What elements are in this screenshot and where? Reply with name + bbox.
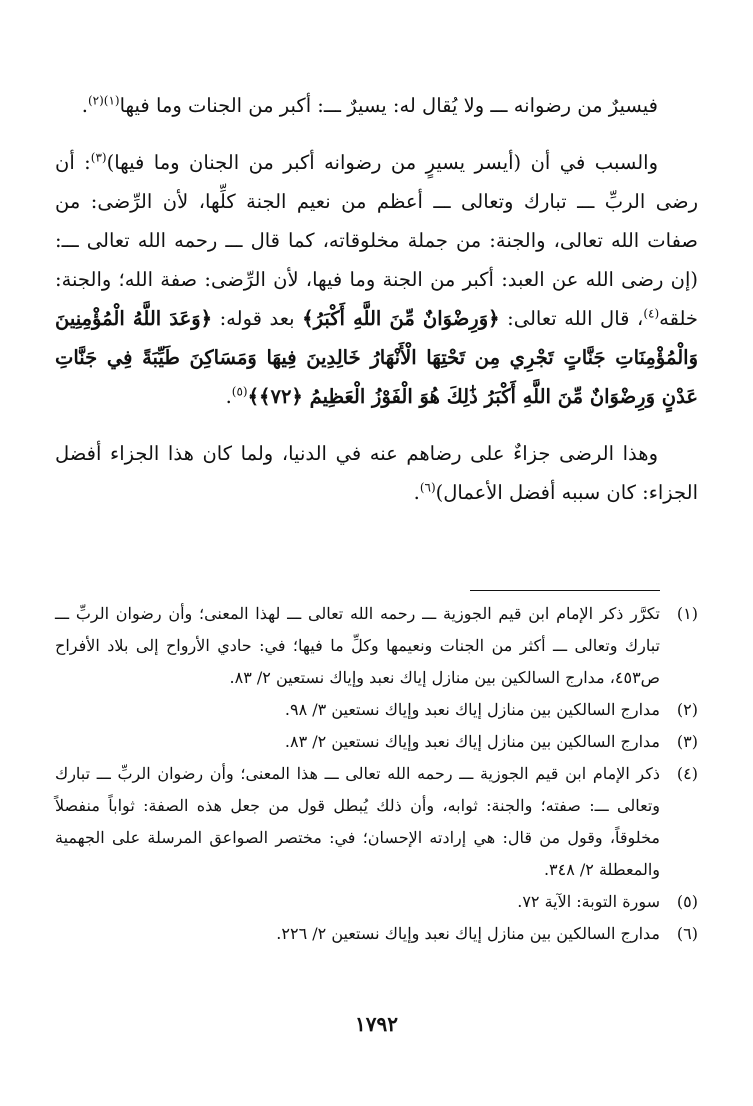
footnote-ref: (٤): [643, 306, 660, 321]
text-segment: والسبب في أن (أيسر يسيرٍ من رضوانه أكبر من الجنان وما فيها): [106, 151, 658, 174]
footnote-number: (٥): [676, 892, 698, 911]
text-segment: بعد قوله:: [212, 307, 303, 330]
footnote-separator: [470, 590, 660, 591]
footnote-item: [55, 758, 698, 886]
text-segment: ، قال الله تعالى:: [499, 307, 644, 330]
quran-verse: ﴿وَعَدَ اللَّهُ الْمُؤْمِنِينَ وَالْمُؤْمِنَاتِ جَنَّاتٍ تَجْرِي مِن تَحْتِهَا الْأَنْهَارُ خَالِدِينَ فِيهَا وَمَسَاكِنَ طَيِّبَةً فِي جَنَّاتِ عَدْنٍ وَرِضْوَانٌ مِّنَ اللَّهِ أَكْبَرُ ذَٰلِكَ هُوَ الْفَوْزُ الْعَظِيمُ ﴿٧٢﴾﴾: [55, 307, 698, 408]
footnote-text: ذكر الإمام ابن قيم الجوزية ـــ رحمه الله تعالى ـــ هذا المعنى؛ وأن رضوان الربِّ ـــ تبارك وتعالى ـــ: صفته؛ والجنة: ثوابه، وأن ذلك يُبطل قول من جعل هذه الصفة: ثواباً منفصلاً مخلوقاً، وقول من قال: هي إرادته الإحسان؛ في: مختصر الصواعق المرسلة على الجهمية والمعطلة ٢/ ٣٤٨.: [55, 764, 660, 879]
footnote-text: مدارج السالكين بين منازل إياك نعبد وإياك نستعين ٢/ ٢٢٦.: [276, 924, 660, 943]
footnote-ref: (٢): [87, 93, 104, 108]
footnote-ref: (٦): [419, 480, 436, 495]
text-segment: : أن رضى الربِّ ـــ تبارك وتعالى ـــ أعظم من نعيم الجنة كلِّها، لأن الرِّضى: من صفات الله تعالى، والجنة: من جملة مخلوقاته، كما قال ـــ رحمه الله تعالى ـــ: (إن رضى الله عن العبد: أكبر من الجنة وما فيها، لأن الرِّضى: صفة الله؛ والجنة: خلقه: [55, 151, 698, 330]
footnote-text: سورة التوبة: الآية ٧٢.: [517, 892, 660, 911]
footnote-item: [55, 726, 698, 758]
footnote-item: [55, 886, 698, 918]
footnote-number: (١): [676, 604, 698, 623]
footnote-item: [55, 598, 698, 694]
footnote-ref: (١): [103, 93, 120, 108]
footnote-number: (٢): [676, 700, 698, 719]
text-segment: وهذا الرضى جزاءٌ على رضاهم عنه في الدنيا، ولما كان هذا الجزاء أفضل الجزاء: كان سببه أفضل الأعمال): [55, 442, 698, 504]
footnote-ref: (٥): [231, 384, 248, 399]
footnote-item: [55, 918, 698, 950]
text-segment: .: [413, 481, 420, 504]
body-paragraph: [55, 86, 698, 125]
footnote-text: مدارج السالكين بين منازل إياك نعبد وإياك نستعين ٢/ ٨٣.: [284, 732, 660, 751]
footnote-number: (٦): [676, 924, 698, 943]
footnotes: [55, 598, 698, 950]
text-segment: فيسيرٌ من رضوانه ـــ ولا يُقال له: يسيرٌ ـــ: أكبر من الجنات وما فيها: [119, 94, 658, 117]
main-text: [55, 86, 698, 512]
text-segment: .: [81, 94, 88, 117]
body-paragraph: [55, 143, 698, 416]
footnote-text: تكرَّر ذكر الإمام ابن قيم الجوزية ـــ رحمه الله تعالى ـــ لهذا المعنى؛ وأن رضوان الربِّ ـــ تبارك وتعالى ـــ أكثر من الجنات ونعيمها وكلِّ ما فيها؛ في: حادي الأرواح إلى بلاد الأفراح ص٤٥٣، مدارج السالكين بين منازل إياك نعبد وإياك نستعين ٢/ ٨٣.: [55, 604, 661, 687]
body-paragraph: [55, 434, 698, 512]
footnote-number: (٣): [676, 732, 698, 751]
footnote-ref: (٣): [90, 150, 107, 165]
page-number: ١٧٩٢: [355, 1012, 398, 1036]
footnote-text: مدارج السالكين بين منازل إياك نعبد وإياك نستعين ٣/ ٩٨.: [284, 700, 660, 719]
footnote-number: (٤): [676, 764, 698, 783]
text-segment: .: [225, 385, 232, 408]
footnote-item: [55, 694, 698, 726]
quran-verse: ﴿وَرِضْوَانٌ مِّنَ اللَّهِ أَكْبَرُ﴾: [302, 307, 500, 330]
